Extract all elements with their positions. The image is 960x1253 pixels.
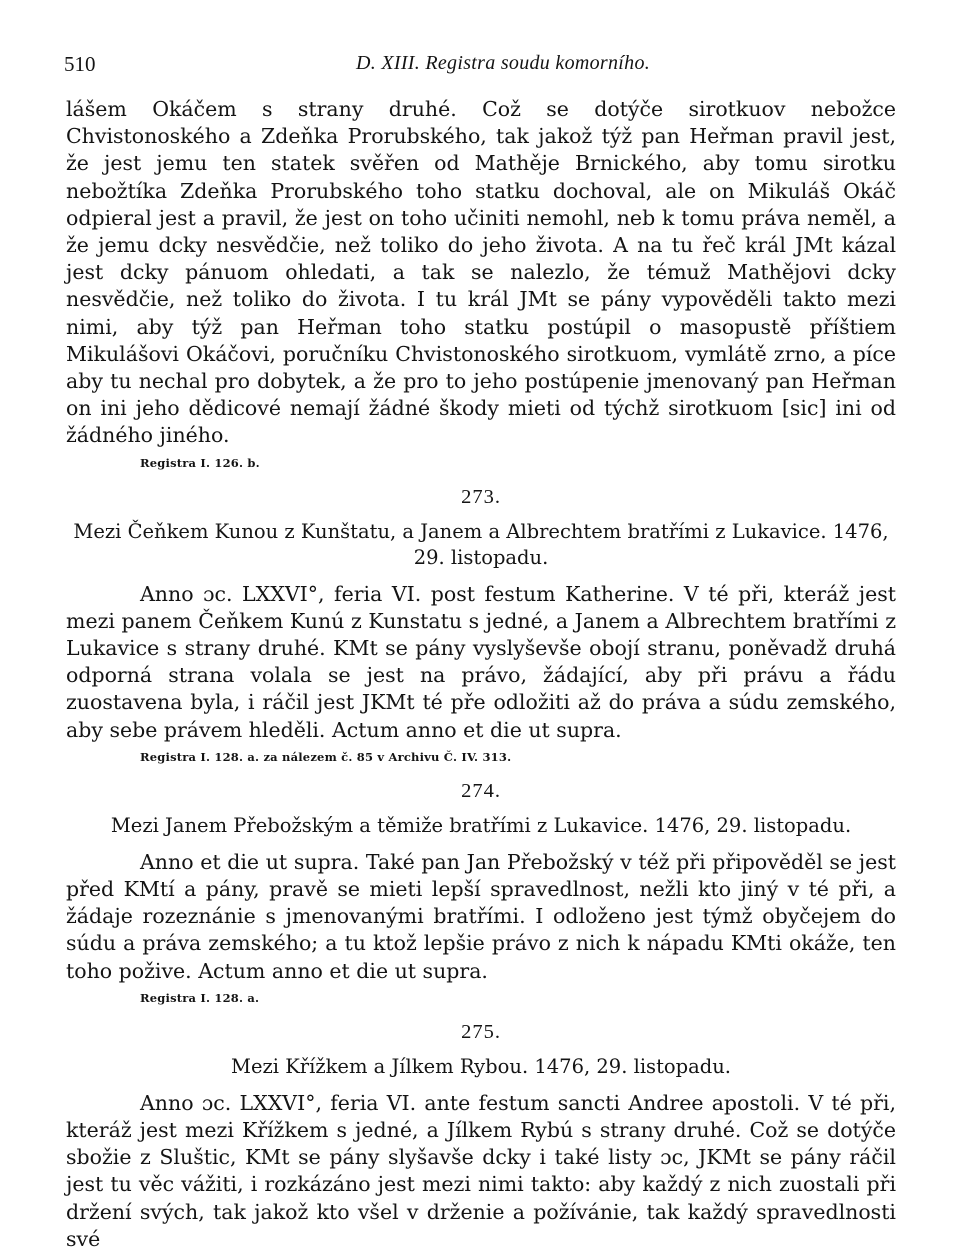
entry-number: 275.	[461, 1020, 501, 1043]
entry-text: Anno ɔc. LXXVI°, feria VI. ante festum sancti Andree apostoli. V té při, kteráž jest mezi Křížkem s jedné, a Jílkem Rybú s strany druhé. Což se dotýče sbožie z Sluštic, KMt se pány slyšavše dcky i také listy ɔc, JKMt se pány ráčil jest tu věc vážiti, i rozkázáno jest mezi nimi takto: aby každý z nich zuostali při držení svých, tak jakož kto všel v drženie a požívánie, tak každý spravedlnosti své	[66, 1090, 896, 1251]
entry-number: 274.	[461, 779, 501, 802]
source-reference: Registra I. 128. a. za nálezem č. 85 v Archivu Č. IV. 313.	[140, 749, 512, 764]
source-reference: Registra I. 126. b.	[140, 455, 260, 470]
body-text	[66, 96, 896, 1253]
entry-title: Mezi Čeňkem Kunou z Kunštatu, a Janem a Albrechtem bratřími z Lukavice. 1476, 29. listopadu.	[73, 519, 889, 569]
entry-274	[66, 778, 896, 1007]
entry-title: Mezi Janem Přebožským a těmiže bratřími z Lukavice. 1476, 29. listopadu.	[110, 813, 852, 837]
page-number: 510	[64, 52, 96, 76]
entry-text: Anno et die ut supra. Také pan Jan Přebožský v též při připověděl se jest před KMtí a pány, pravě se mieti lepší spravedlnost, nežli kto jiný v té při, a žádaje rozeznánie s jmenovanými bratřími. I odloženo jest týmž obyčejem do súdu a práva zemského; a tu ktož lepšie právo z nich k nápadu KMti okáže, ten toho požive. Actum anno et die ut supra.	[66, 849, 896, 983]
entry-275	[66, 1019, 896, 1253]
entry-text: Anno ɔc. LXXVI°, feria VI. post festum Katherine. V té při, kteráž jest mezi panem Čeňkem Kunú z Kunstatu s jedné, a Janem a Albrechtem bratřími z Lukavice s strany druhé. KMt se pány vyslyševše obojí stranu, poněvadž druhá odporná strana volala se jest na právo, žádající, aby při právu a řádu zuostavena byla, i ráčil jest JKMt té pře odložiti až do práva a súdu zemského, aby sebe právem hleděli. Actum anno et die ut supra.	[66, 581, 896, 742]
entry-number: 273.	[461, 485, 501, 508]
page-header	[66, 50, 896, 78]
entry-273	[66, 484, 896, 766]
running-head: D. XIII. Registra soudu komorního.	[356, 52, 651, 74]
entry-title: Mezi Křížkem a Jílkem Rybou. 1476, 29. listopadu.	[231, 1054, 731, 1078]
continuation-paragraph: lášem Okáčem s strany druhé. Což se dotýče sirotkuov nebožce Chvistonoského a Zdeňka Prorubského, tak jakož týž pan Heřman pravil jest, že jest jemu ten statek svěřen od Mathěje Brnického, aby tomu sirotku nebožtíka Zdeňka Prorubského toho statku dochoval, ale on Mikuláš Okáč odpieral jest a pravil, že jest on toho učiniti nemohl, neb k tomu práva neměl, a že jemu dcky nesvědčie, než toliko do jeho života. A na tu řeč král JMt kázal jest dcky pánuom ohledati, a tak se nalezlo, že témuž Mathějovi dcky nesvědčie, než toliko do života. I tu král JMt se pány vypověděli takto mezi nimi, aby týž pan Heřman toho statku postúpil o masopustě příštiem Mikulášovi Okáčovi, poručníku Chvistonoského sirotkuom, vymlátě zrno, a píce aby tu nechal pro dobytek, a že pro to jeho postúpenie jmenovaný pan Heřman on ini jeho dědicové nemají žádné škody mieti od týchž sirotkuom [sic] ini od žádného jiného.	[66, 97, 896, 448]
source-reference: Registra I. 128. a.	[140, 990, 260, 1005]
